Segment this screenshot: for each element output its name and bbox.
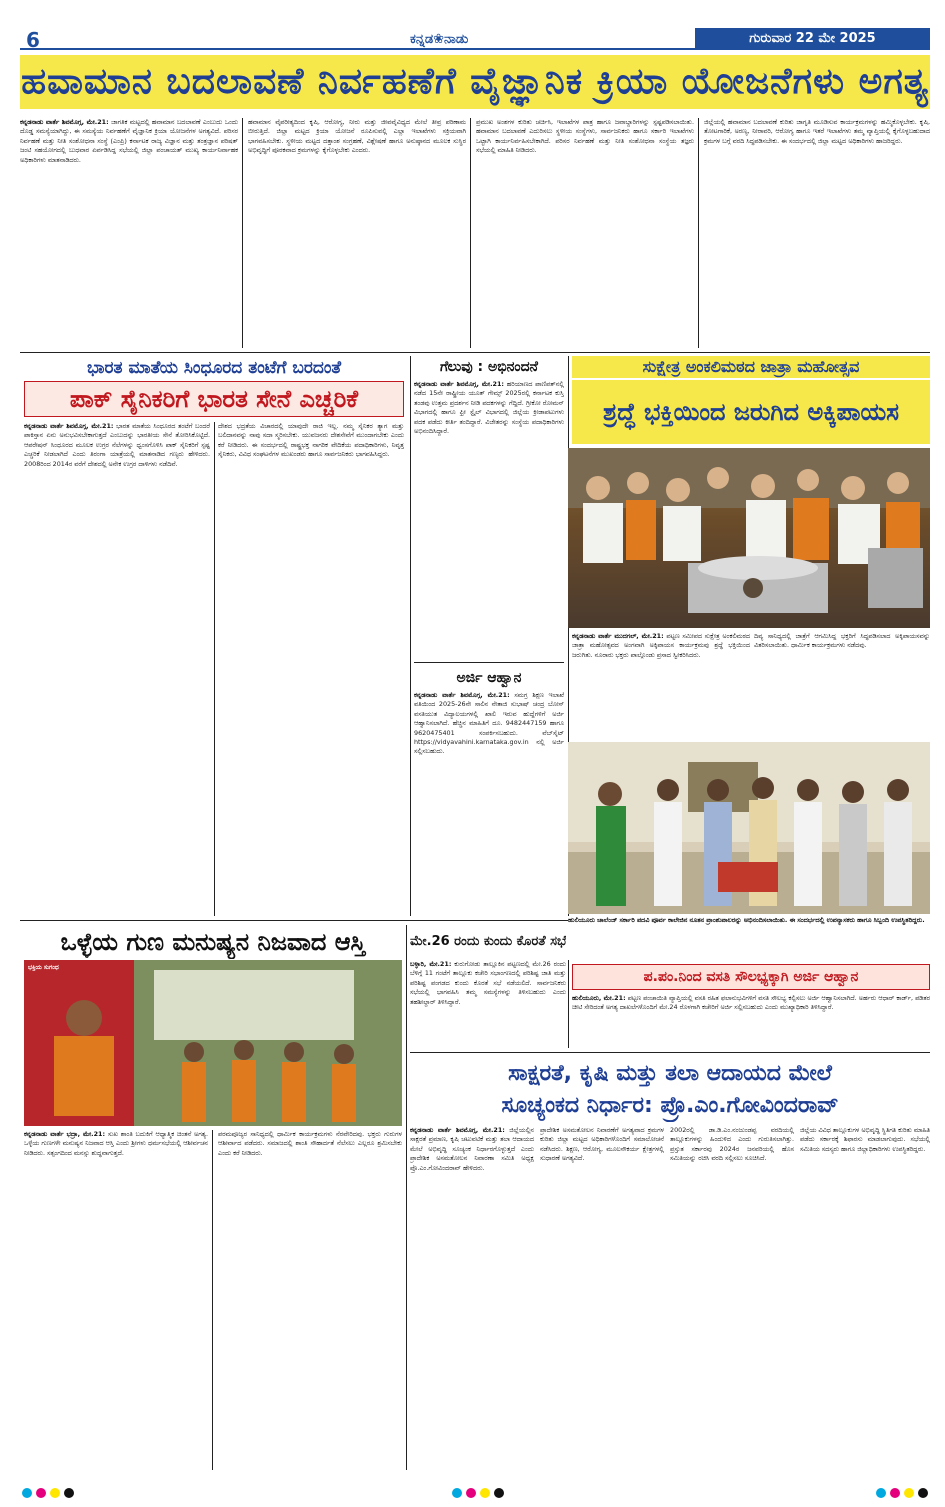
lead-text-4: ಜಿಲ್ಲೆಯಲ್ಲಿ ಹವಾಮಾನ ಬದಲಾವಣೆ ಕುರಿತು ಜಾಗೃತಿ ಮೂಡಿಸುವ ಕಾರ್ಯಕ್ರಮಗಳನ್ನು ಹಮ್ಮಿಕೊಳ್ಳಬೇಕು. ಕೃಷಿ, ತೋಟಗಾರಿಕೆ, ಅರಣ್ಯ, ನೀರಾವರಿ, ಆರೋಗ್ಯ ಹಾಗೂ ಇತರೆ ಇಲಾಖೆಗಳು ತಮ್ಮ ವ್ಯಾಪ್ತಿಯಲ್ಲಿ ಕೈಗೊಳ್ಳಬಹುದಾದ ಕ್ರಮಗಳ ಬಗ್ಗೆ ವರದಿ ಸಿದ್ಧಪಡಿಸಬೇಕು. ಈ ಸಂದರ್ಭದಲ್ಲಿ ಜಿಲ್ಲಾ ಮಟ್ಟದ ಅಧಿಕಾರಿಗಳು ಹಾಜರಿದ್ದರು. xyxy=(704,118,930,145)
index-text-3: 2002ರಲ್ಲಿ ಡಾ.ಡಿ.ಎಂ.ನಂಜುಂಡಪ್ಪ ವರದಿಯಲ್ಲಿ ತಾಲ್ಲೂಕುಗಳನ್ನು ಹಿಂದುಳಿದ ಎಂದು ಗುರುತಿಸಲಾಗಿತ್ತು. ಪ್ರಸ್ತುತ ಸರ್ಕಾರವು 2024ರ ಜನವರಿಯಲ್ಲಿ ಹೊಸ ಸಮಿತಿಯನ್ನು ರಚಿಸಿ ವರದಿ ಸಲ್ಲಿಸಲು ಸೂಚಿಸಿದೆ. xyxy=(670,1126,794,1163)
sindoor-headline: ಪಾಕ್ ಸೈನಿಕರಿಗೆ ಭಾರತ ಸೇನೆ ಎಚ್ಚರಿಕೆ xyxy=(24,381,404,417)
lead-column-2 xyxy=(248,118,466,348)
fair-photo xyxy=(568,448,930,628)
apply-headline: ಅರ್ಜಿ ಆಹ್ವಾನ xyxy=(456,670,522,686)
virtue-photo xyxy=(24,960,402,1126)
win-headline: ಗೆಲುವು : ಅಭಿನಂದನೆ xyxy=(440,359,538,375)
issue-date: ಗುರುವಾರ 22 ಮೇ 2025 xyxy=(695,28,930,50)
kundu-text: ಕುರುಗೋಡು ತಾಲ್ಲೂಕಿನ ಪಟ್ಟಣದಲ್ಲಿ ಮೇ.26 ರಂದು ಬೆಳಿಗ್ಗೆ 11 ಗಂಟೆಗೆ ತಾಲ್ಲೂಕು ಕಚೇರಿ ಸಭಾಂಗಣದಲ್ಲಿ ಪರಿಶಿಷ್ಟ ಜಾತಿ ಮತ್ತು ಪರಿಶಿಷ್ಟ ಪಂಗಡದ ಕುಂದು ಕೊರತೆ ಸಭೆ ನಡೆಯಲಿದೆ. ಸಾರ್ವಜನಿಕರು ಸಭೆಯಲ್ಲಿ ಭಾಗವಹಿಸಿ ತಮ್ಮ ಸಮಸ್ಯೆಗಳನ್ನು ತಿಳಿಸಬಹುದು ಎಂದು ತಹಶೀಲ್ದಾರ್ ತಿಳಿಸಿದ್ದಾರೆ. xyxy=(410,960,566,1006)
index-text-4: ಜಿಲ್ಲೆಯ ವಿವಿಧ ತಾಲ್ಲೂಕುಗಳ ಅಭಿವೃದ್ಧಿ ಸ್ಥಿತಿಗತಿ ಕುರಿತು ಮಾಹಿತಿ ಪಡೆದು ಸರ್ಕಾರಕ್ಕೆ ಶಿಫಾರಸು ಮಾಡಲಾಗುವುದು. ಸಭೆಯಲ್ಲಿ ಸಮಿತಿಯ ಸದಸ್ಯರು ಹಾಗೂ ಜಿಲ್ಲಾಧಿಕಾರಿಗಳು ಉಪಸ್ಥಿತರಿದ್ದರು. xyxy=(800,1126,930,1153)
lead-headline: ಹವಾಮಾನ ಬದಲಾವಣೆ ನಿರ್ವಹಣೆಗೆ ವೈಜ್ಞಾನಿಕ ಕ್ರಿಯಾ ಯೋಜನೆಗಳು ಅಗತ್ಯ xyxy=(20,55,930,109)
lead-text-2: ಹವಾಮಾನ ವೈಪರೀತ್ಯದಿಂದ ಕೃಷಿ, ಆರೋಗ್ಯ, ನೀರು ಮತ್ತು ಜೀವವೈವಿಧ್ಯದ ಮೇಲೆ ತೀವ್ರ ಪರಿಣಾಮ ಬೀರುತ್ತಿದೆ. ಜಿಲ್ಲಾ ಮಟ್ಟದ ಕ್ರಿಯಾ ಯೋಜನೆ ರೂಪಿಸುವಲ್ಲಿ ಎಲ್ಲಾ ಇಲಾಖೆಗಳು ಸಕ್ರಿಯವಾಗಿ ಭಾಗವಹಿಸಬೇಕು. ಸ್ಥಳೀಯ ಮಟ್ಟದ ದತ್ತಾಂಶ ಸಂಗ್ರಹಣೆ, ವಿಶ್ಲೇಷಣೆ ಹಾಗೂ ಅನುಷ್ಠಾನದ ಮೂಲಕ ಸುಸ್ಥಿರ ಅಭಿವೃದ್ಧಿಗೆ ಪೂರಕವಾದ ಕ್ರಮಗಳನ್ನು ಕೈಗೊಳ್ಳಬೇಕು ಎಂದರು. xyxy=(248,118,466,155)
kundu-headline: ಮೇ.26 ರಂದು ಕುಂದು ಕೊರತೆ ಸಭೆ xyxy=(410,934,566,949)
index-text-2: ಪ್ರಾದೇಶಿಕ ಅಸಮತೋಲನ ನಿವಾರಣೆಗೆ ಅಗತ್ಯವಾದ ಕ್ರಮಗಳ ಕುರಿತು ಜಿಲ್ಲಾ ಮಟ್ಟದ ಅಧಿಕಾರಿಗಳೊಂದಿಗೆ ಸಮಾಲೋಚನೆ ನಡೆಸಿದರು. ಶಿಕ್ಷಣ, ಆರೋಗ್ಯ, ಮೂಲಸೌಕರ್ಯ ಕ್ಷೇತ್ರಗಳಲ್ಲಿ ಸುಧಾರಣೆ ಅಗತ್ಯವಿದೆ. xyxy=(540,1126,664,1163)
virtue-text-1: ಸುಖ ಶಾಂತಿ ಬದುಕಿಗೆ ಆಧ್ಯಾತ್ಮಿಕ ಚಿಂತನೆ ಅಗತ್ಯ. ಒಳ್ಳೆಯ ಗುಣಗಳೇ ಮನುಷ್ಯನ ನಿಜವಾದ ಆಸ್ತಿ ಎಂದು ಶ್ರೀಗಳು ಧರ್ಮಸಭೆಯಲ್ಲಿ ಆಶೀರ್ವಚನ ನೀಡಿದರು. ಸತ್ಸಂಗದಿಂದ ಮನಸ್ಸು ಶುದ್ಧವಾಗುತ್ತದೆ. xyxy=(24,1130,208,1157)
index-headline-line-2: ಸೂಚ್ಯಂಕದ ನಿರ್ಧಾರ: ಪ್ರೊ.ಎಂ.ಗೋವಿಂದರಾವ್ xyxy=(501,1093,839,1118)
virtue-text-2: ಪರಮಪೂಜ್ಯರ ಸಾನಿಧ್ಯದಲ್ಲಿ ಧಾರ್ಮಿಕ ಕಾರ್ಯಕ್ರಮಗಳು ನೆರವೇರಿದವು. ಭಕ್ತರು ಗುರುಗಳ ಆಶೀರ್ವಾದ ಪಡೆದರು. ಸಮಾಜದಲ್ಲಿ ಶಾಂತಿ ಸೌಹಾರ್ದತೆ ನೆಲೆಸಲು ಎಲ್ಲರೂ ಶ್ರಮಿಸಬೇಕು ಎಂದು ಕರೆ ನೀಡಿದರು. xyxy=(218,1130,402,1157)
lead-column-4 xyxy=(704,118,930,348)
lead-column-1 xyxy=(20,118,238,348)
page-number: 6 xyxy=(26,28,40,52)
hostel-text: ಪಟ್ಟಣ ಪಂಚಾಯಿತಿ ವ್ಯಾಪ್ತಿಯಲ್ಲಿ ವಸತಿ ರಹಿತ ಫಲಾನುಭವಿಗಳಿಗೆ ವಸತಿ ಸೌಲಭ್ಯ ಕಲ್ಪಿಸಲು ಅರ್ಜಿ ಆಹ್ವಾನಿಸಲಾಗಿದೆ. ಅರ್ಹರು ಆಧಾರ್ ಕಾರ್ಡ್, ಪಡಿತರ ಚೀಟಿ ಸೇರಿದಂತೆ ಅಗತ್ಯ ದಾಖಲೆಗಳೊಂದಿಗೆ ಮೇ.24 ರೊಳಗಾಗಿ ಕಚೇರಿಗೆ ಅರ್ಜಿ ಸಲ್ಲಿಸಬಹುದು ಎಂದು ಮುಖ್ಯಾಧಿಕಾರಿ ತಿಳಿಸಿದ್ದಾರೆ. xyxy=(572,994,930,1012)
hostel-headline: ಪ.ಪಂ.ನಿಂದ ವಸತಿ ಸೌಲಭ್ಯಕ್ಕಾಗಿ ಅರ್ಜಿ ಆಹ್ವಾನ xyxy=(572,964,930,990)
fair-text-2: ದಿವ್ಯ ಸಾನಿಧ್ಯದಲ್ಲಿ ಜಾತ್ರೆಗೆ ಆಗಮಿಸಿದ್ದ ಭಕ್ತರಿಗೆ ಸಿದ್ಧಪಡಿಸಲಾದ ಅಕ್ಕಿಪಾಯಸವನ್ನು ವಿತರಿಸಲಾಯಿತು. ಧಾರ್ಮಿಕ ಕಾರ್ಯಕ್ರಮಗಳು ನಡೆದವು. xyxy=(754,632,930,650)
fair-column-2 xyxy=(754,632,930,728)
masthead xyxy=(20,28,930,50)
virtue-column-1 xyxy=(24,1130,208,1470)
apply-text: ಸಮಗ್ರ ಶಿಕ್ಷಣ ಇಲಾಖೆ ವತಿಯಿಂದ 2025-26ನೇ ಸಾಲಿನ ನೇತಾಜಿ ಸುಭಾಷ್ ಚಂದ್ರ ಬೋಸ್ ವಸತಿಯುತ ವಿದ್ಯಾಲಯಗಳಲ್ಲಿ ಖಾಲಿ ಇರುವ ಹುದ್ದೆಗಳಿಗೆ ಅರ್ಜಿ ಆಹ್ವಾನಿಸಲಾಗಿದೆ. ಹೆಚ್ಚಿನ ಮಾಹಿತಿಗೆ ದೂ. 9482447159 ಹಾಗೂ 9620475401 ಸಂಪರ್ಕಿಸಬಹುದು. ವೆಬ್‌ಸೈಟ್ https://vidyavahini.karnataka.gov.in ನಲ್ಲಿ ಅರ್ಜಿ ಸಲ್ಲಿಸಬಹುದು. xyxy=(414,691,564,756)
win-dateline: ಕನ್ನಡನಾಡು ವಾರ್ತೆ ಶಿವಮೊಗ್ಗ, ಮೇ.21: xyxy=(414,380,504,388)
index-column-2 xyxy=(540,1126,664,1470)
index-column-1 xyxy=(410,1126,534,1470)
sindoor-column-2 xyxy=(218,422,404,916)
win-text: ಹರಿಯಾಣದ ಪಾಣಿಪತ್‌ನಲ್ಲಿ ನಡೆದ 15ನೇ ರಾಷ್ಟ್ರೀಯ ಯೂತ್ ಗೇಮ್ಸ್ 2025ರಲ್ಲಿ ಕರ್ನಾಟಕ ಕುಸ್ತಿ ತಂಡವು ಉತ್ತಮ ಪ್ರದರ್ಶನ ನೀಡಿ ಪದಕಗಳನ್ನು ಗೆದ್ದಿದೆ. ಗ್ರೀಕೋ ರೋಮನ್ ವಿಭಾಗದಲ್ಲಿ ಹಾಗೂ ಫ್ರೀ ಸ್ಟೈಲ್ ವಿಭಾಗದಲ್ಲಿ ಜಿಲ್ಲೆಯ ಕ್ರೀಡಾಪಟುಗಳು ಪದಕ ಪಡೆದು ಕೀರ್ತಿ ತಂದಿದ್ದಾರೆ. ವಿಜೇತರನ್ನು ಸಂಸ್ಥೆಯ ಪದಾಧಿಕಾರಿಗಳು ಅಭಿನಂದಿಸಿದ್ದಾರೆ. xyxy=(414,380,564,436)
lead-dateline: ಕನ್ನಡನಾಡು ವಾರ್ತೆ ಶಿವಮೊಗ್ಗ, ಮೇ.21: xyxy=(20,118,109,126)
virtue-photo-sign: ಭಕ್ತಿಯ ಸುಗಂಧ xyxy=(28,964,59,971)
index-dateline: ಕನ್ನಡನಾಡು ವಾರ್ತೆ ಶಿವಮೊಗ್ಗ, ಮೇ.21: xyxy=(410,1126,505,1134)
lead-column-3 xyxy=(476,118,694,348)
sindoor-dateline: ಕನ್ನಡನಾಡು ವಾರ್ತೆ ಶಿವಮೊಗ್ಗ, ಮೇ.21: xyxy=(24,422,114,430)
sindoor-text-2: ದೇಶದ ಭದ್ರತೆಯ ವಿಚಾರದಲ್ಲಿ ಯಾವುದೇ ರಾಜಿ ಇಲ್ಲ. ನಮ್ಮ ಸೈನಿಕರ ತ್ಯಾಗ ಮತ್ತು ಬಲಿದಾನವನ್ನು ನಾವು ಸದಾ ಸ್ಮರಿಸಬೇಕು. ಯುವಜನರು ದೇಶಸೇವೆಗೆ ಮುಂದಾಗಬೇಕು ಎಂದು ಕರೆ ನೀಡಿದರು. ಈ ಸಂದರ್ಭದಲ್ಲಿ ರಾಷ್ಟ್ರಭಕ್ತ ನಾಗರಿಕ ವೇದಿಕೆಯ ಪದಾಧಿಕಾರಿಗಳು, ನಿವೃತ್ತ ಸೈನಿಕರು, ವಿವಿಧ ಸಂಘಟನೆಗಳ ಮುಖಂಡರು ಹಾಗೂ ಸಾರ್ವಜನಿಕರು ಭಾಗವಹಿಸಿದ್ದರು. xyxy=(218,422,404,459)
college-photo xyxy=(568,742,930,914)
virtue-column-2 xyxy=(218,1130,402,1470)
apply-dateline: ಕನ್ನಡನಾಡು ವಾರ್ತೆ ಶಿವಮೊಗ್ಗ, ಮೇ.21: xyxy=(414,691,510,699)
index-headline-line-1: ಸಾಕ್ಷರತೆ, ಕೃಷಿ ಮತ್ತು ತಲಾ ಆದಾಯದ ಮೇಲೆ xyxy=(508,1061,832,1086)
fair-dateline: ಕನ್ನಡನಾಡು ವಾರ್ತೆ ಮುದಗಲ್, ಮೇ.21: xyxy=(572,632,664,640)
virtue-dateline: ಕನ್ನಡನಾಡು ವಾರ್ತೆ ಭದ್ರಾ, ಮೇ.21: xyxy=(24,1130,106,1138)
hostel-dateline: ಹುಲಿಯೂರು, ಮೇ.21: xyxy=(572,994,626,1002)
fair-column-1 xyxy=(572,632,750,728)
fair-headline: ಶ್ರದ್ಧೆ ಭಕ್ತಿಯಿಂದ ಜರುಗಿದ ಅಕ್ಕಿಪಾಯಸ xyxy=(572,380,930,444)
print-registration-marks xyxy=(20,1483,930,1497)
paper-name: ಕನ್ನಡ❀ನಾಡು xyxy=(410,32,469,47)
college-caption: ಹುಲಿಯೂರು ಚಾಲೆಂಜ್ ಸರ್ಕಾರಿ ಪದವಿ ಪೂರ್ವ ಕಾಲೇಜಿನ ನೂತನ ಪ್ರಾಂಶುಪಾಲರನ್ನು ಅಭಿನಂದಿಸಲಾಯಿತು. ಈ ಸಂದರ್ಭದಲ್ಲಿ ಉಪನ್ಯಾಸಕರು ಹಾಗೂ ಸಿಬ್ಬಂದಿ ಉಪಸ್ಥಿತರಿದ್ದರು. xyxy=(568,916,925,924)
hostel-story xyxy=(572,994,930,1048)
sindoor-kicker: ಭಾರತ ಮಾತೆಯ ಸಿಂಧೂರದ ತಂಟೆಗೆ ಬರದಂತೆ xyxy=(86,358,342,378)
lead-text-1: ಜಾಗತಿಕ ಮಟ್ಟದಲ್ಲಿ ಹವಾಮಾನ ಬದಲಾವಣೆ ಎಂಬುದು ಒಂದು ದೊಡ್ಡ ಸಮಸ್ಯೆಯಾಗಿದ್ದು, ಈ ಸಮಸ್ಯೆಯ ನಿರ್ವಹಣೆಗೆ ವೈಜ್ಞಾನಿಕ ಕ್ರಿಯಾ ಯೋಜನೆಗಳ ಅಗತ್ಯವಿದೆ. ಪರಿಸರ ನಿರ್ವಹಣೆ ಮತ್ತು ನೀತಿ ಸಂಶೋಧನಾ ಸಂಸ್ಥೆ (ಎಂಪ್ರಿ) ಕರ್ನಾಟಕ ರಾಜ್ಯ ವಿಜ್ಞಾನ ಮತ್ತು ತಂತ್ರಜ್ಞಾನ ಪರಿಷತ್ ಜಂಟಿ ಸಹಯೋಗದಲ್ಲಿ ಬುಧವಾರ ಏರ್ಪಡಿಸಿದ್ದ ಸಭೆಯಲ್ಲಿ ಜಿಲ್ಲಾ ಪಂಚಾಯತ್ ಮುಖ್ಯ ಕಾರ್ಯನಿರ್ವಾಹಕ ಅಧಿಕಾರಿಗಳು ಮಾತನಾಡಿದರು. xyxy=(20,118,238,164)
index-column-4 xyxy=(800,1126,930,1470)
index-text-1: ಜಿಲ್ಲೆಯಲ್ಲಿನ ಸಾಕ್ಷರತೆ ಪ್ರಮಾಣ, ಕೃಷಿ ಚಟುವಟಿಕೆ ಮತ್ತು ತಲಾ ಆದಾಯದ ಮೇಲೆ ಅಭಿವೃದ್ಧಿ ಸೂಚ್ಯಂಕ ನಿರ್ಧಾರಗೊಳ್ಳುತ್ತದೆ ಎಂದು ಪ್ರಾದೇಶಿಕ ಅಸಮತೋಲನ ನಿವಾರಣಾ ಸಮಿತಿ ಅಧ್ಯಕ್ಷ ಪ್ರೊ.ಎಂ.ಗೋವಿಂದರಾವ್ ಹೇಳಿದರು. xyxy=(410,1126,534,1172)
virtue-photo-illustration xyxy=(24,960,402,1126)
kundu-dateline: ಬಳ್ಳಾರಿ, ಮೇ.21: xyxy=(410,960,452,968)
sindoor-column-1 xyxy=(24,422,210,916)
fair-kicker: ಸುಕ್ಷೇತ್ರ ಅಂಕಲಿಮಠದ ಜಾತ್ರಾ ಮಹೋತ್ಸವ xyxy=(572,356,930,378)
apply-story xyxy=(414,691,564,916)
fair-photo-illustration xyxy=(568,448,930,628)
virtue-headline: ಒಳ್ಳೆಯ ಗುಣ ಮನುಷ್ಯನ ನಿಜವಾದ ಆಸ್ತಿ xyxy=(60,928,366,956)
kundu-story xyxy=(410,960,566,1048)
lead-text-3: ಪ್ರಮುಖ ಅಂಶಗಳ ಕುರಿತು ಚರ್ಚಿಸಿ, ಇಲಾಖೆಗಳ ಪಾತ್ರ ಹಾಗೂ ಜವಾಬ್ದಾರಿಗಳನ್ನು ಸ್ಪಷ್ಟಪಡಿಸಲಾಯಿತು. ಹವಾಮಾನ ಬದಲಾವಣೆ ಎದುರಿಸಲು ಸ್ಥಳೀಯ ಸಂಸ್ಥೆಗಳು, ಸಾರ್ವಜನಿಕರು ಹಾಗೂ ಸರ್ಕಾರಿ ಇಲಾಖೆಗಳು ಒಟ್ಟಾಗಿ ಕಾರ್ಯನಿರ್ವಹಿಸಬೇಕಾಗಿದೆ. ಪರಿಸರ ನಿರ್ವಹಣೆ ಮತ್ತು ನೀತಿ ಸಂಶೋಧನಾ ಸಂಸ್ಥೆಯ ತಜ್ಞರು ಸಭೆಯಲ್ಲಿ ಮಾಹಿತಿ ನೀಡಿದರು. xyxy=(476,118,694,155)
college-photo-illustration xyxy=(568,742,930,914)
fair-text-1: ಪಟ್ಟಣ ಸಮೀಪದ ಸುಕ್ಷೇತ್ರ ಅಂಕಲಿಮಠದ ಜಾತ್ರಾ ಮಹೋತ್ಸವದ ಅಂಗವಾಗಿ ಅಕ್ಕಿಪಾಯಸ ಕಾರ್ಯಕ್ರಮವು ಶ್ರದ್ಧೆ ಭಕ್ತಿಯಿಂದ ಜರುಗಿತು. ನೂರಾರು ಭಕ್ತರು ಪಾಲ್ಗೊಂಡು ಪ್ರಸಾದ ಸ್ವೀಕರಿಸಿದರು. xyxy=(572,632,750,659)
win-story xyxy=(414,380,564,656)
sindoor-text-1: ಭಾರತ ಮಾತೆಯ ಸಿಂಧೂರದ ತಂಟೆಗೆ ಬಂದರೆ ಪಾಕಿಸ್ತಾನ ಏನು ಅನುಭವಿಸಬೇಕಾಗುತ್ತದೆ ಎಂಬುದನ್ನು ಭಾರತೀಯ ಸೇನೆ ತೋರಿಸಿಕೊಟ್ಟಿದೆ. ಆಪರೇಷನ್ ಸಿಂಧೂರದ ಮೂಲಕ ಉಗ್ರರ ನೆಲೆಗಳನ್ನು ಧ್ವಂಸಗೊಳಿಸಿ ಪಾಕ್ ಸೈನಿಕರಿಗೆ ಸ್ಪಷ್ಟ ಎಚ್ಚರಿಕೆ ನೀಡಲಾಗಿದೆ ಎಂದು ತಿರಂಗಾ ಯಾತ್ರೆಯಲ್ಲಿ ಮಾತನಾಡಿದ ಗಣ್ಯರು ಹೇಳಿದರು. 2008ರಿಂದ 2014ರ ವರೆಗೆ ದೇಶದಲ್ಲಿ ಅನೇಕ ಉಗ್ರರ ದಾಳಿಗಳು ನಡೆದಿವೆ. xyxy=(24,422,210,468)
index-column-3 xyxy=(670,1126,794,1470)
